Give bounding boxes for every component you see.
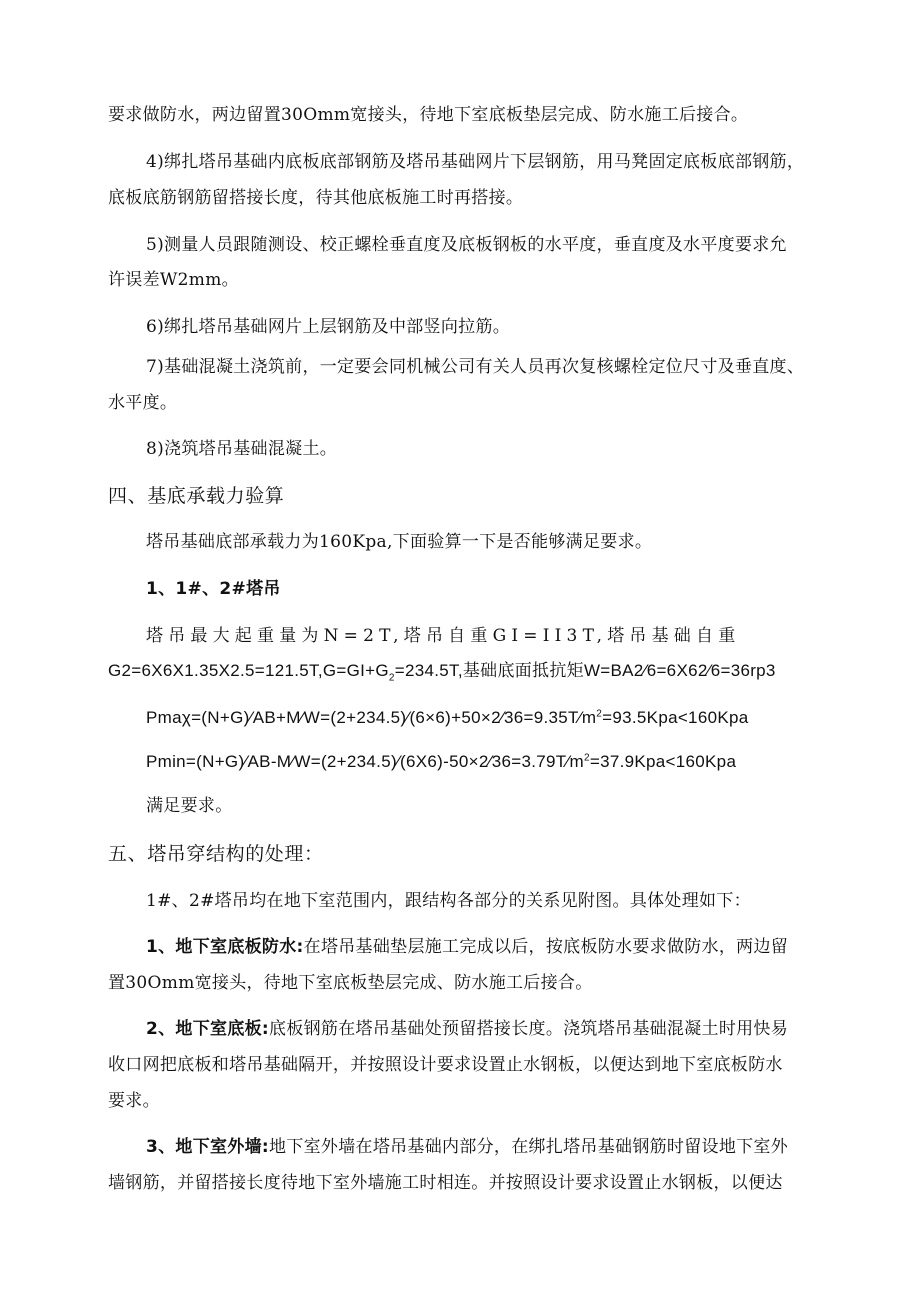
calc-line-2-part-a: G2=6X6X1.35X2.5=121.5T,G=GI+G	[108, 661, 389, 680]
section-4-intro: 塔吊基础底部承载力为160Kpa,下面验算一下是否能够满足要求。	[146, 532, 653, 552]
step-4-line-1: 4)绑扎塔吊基础内底板底部钢筋及塔吊基础网片下层钢筋，用马凳固定底板底部钢筋，	[146, 152, 805, 172]
section-4-heading: 四、基底承载力验算	[108, 485, 285, 507]
pmax-formula	[146, 706, 906, 730]
item-2-label: 2、地下室底板:	[146, 1019, 270, 1039]
pmin-part-a: Pmin=(N+G)⁄AB-M⁄W=(2+234.5)⁄(6X6)-50×2⁄36=3.79T⁄m	[146, 752, 585, 771]
item-1-line-1	[146, 935, 906, 959]
section-5-intro: 1#、2#塔吊均在地下室范围内，跟结构各部分的关系见附图。具体处理如下：	[146, 891, 751, 911]
section-4-subheading: 1、1#、2#塔吊	[146, 579, 281, 599]
pmin-superscript: 2	[584, 752, 590, 764]
step-4-line-2: 底板底筋钢筋留搭接长度，待其他底板施工时再搭接。	[108, 188, 524, 208]
paragraph-continuation: 要求做防水，两边留置30Omm宽接头，待地下室底板垫层完成、防水施工后接合。	[108, 105, 749, 125]
step-6: 6)绑扎塔吊基础网片上层钢筋及中部竖向拉筋。	[146, 317, 511, 337]
item-1-line-2: 置30Omm宽接头，待地下室底板垫层完成、防水施工后接合。	[108, 973, 593, 993]
step-7-line-2: 水平度。	[108, 393, 178, 413]
item-2-line-2: 收口网把底板和塔吊基础隔开，并按照设计要求设置止水钢板，以便达到地下室底板防水	[108, 1055, 783, 1075]
pmax-part-b: =93.5Kpa<160Kpa	[602, 708, 749, 727]
item-3-text: 地下室外墙在塔吊基础内部分，在绑扎塔吊基础钢筋时留设地下室外	[269, 1137, 789, 1157]
calc-line-2-part-b: =234.5T,基础底面抵抗矩W=BA2⁄6=6X62⁄6=36rp3	[394, 661, 776, 680]
step-8: 8)浇筑塔吊基础混凝土。	[146, 439, 338, 459]
item-2-line-1	[146, 1017, 906, 1041]
item-1-text: 在塔吊基础垫层施工完成以后，按底板防水要求做防水，两边留	[303, 937, 789, 957]
item-1-label: 1、地下室底板防水:	[146, 937, 304, 957]
item-3-line-2: 墙钢筋，并留搭接长度待地下室外墙施工时相连。并按照设计要求设置止水钢板，以便达	[108, 1173, 783, 1193]
item-3-line-1	[146, 1135, 906, 1159]
pmax-part-a: Pmaχ=(N+G)⁄AB+M⁄W=(2+234.5)⁄(6×6)+50×2⁄36=9.35T⁄m	[146, 708, 597, 727]
calc-line-2-subscript: 2	[388, 672, 395, 684]
step-7-line-1: 7)基础混凝土浇筑前，一定要会同机械公司有关人员再次复核螺栓定位尺寸及垂直度、	[146, 357, 805, 377]
step-5-line-2: 许误差W2mm。	[108, 270, 239, 290]
section-4-conclusion: 满足要求。	[146, 796, 233, 816]
item-3-label: 3、地下室外墙:	[146, 1137, 270, 1157]
item-2-text: 底板钢筋在塔吊基础处预留搭接长度。浇筑塔吊基础混凝土时用快易	[269, 1019, 789, 1039]
section-5-heading: 五、塔吊穿结构的处理：	[108, 843, 324, 865]
step-5-line-1: 5)测量人员跟随测设、校正螺栓垂直度及底板钢板的水平度，垂直度及水平度要求允	[146, 235, 787, 255]
pmin-part-b: =37.9Kpa<160Kpa	[589, 752, 737, 771]
item-2-line-3: 要求。	[108, 1091, 160, 1111]
pmax-superscript: 2	[596, 708, 603, 720]
calc-line-2	[108, 659, 868, 683]
pmin-formula	[146, 750, 906, 774]
calc-line-1: 塔吊最大起重量为N=2T,塔吊自重GI=II3T,塔吊基础自重	[146, 626, 741, 646]
